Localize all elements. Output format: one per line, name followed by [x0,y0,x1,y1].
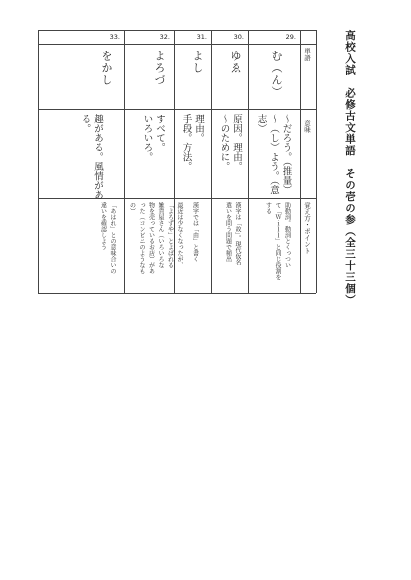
entry-meaning: 趣がある。風情があ る。 [79,114,103,200]
word-row-divider [38,109,316,110]
meaning-header: 意味 [303,120,311,133]
column-divider [211,30,212,293]
column-divider [300,30,301,293]
table-border-left [38,30,39,293]
entry-meaning: 原因。理由。 ～のために。 [218,114,242,171]
entry-tips: 漢字では「由」と書く [191,202,199,262]
column-divider [124,30,125,293]
entry-meaning: ～だろう。（推量） ～（し）よう。（意 志） [255,114,292,195]
entry-word: ゆゑ [229,50,242,74]
entry-number: 29. [285,33,296,41]
table-border-bottom [38,293,316,294]
entry-number: 31. [196,33,207,41]
entry-meaning: すべて。 いろいろ。 [141,114,165,162]
entry-tips: 漢字は「故」。現代仮名 遣いを問う問題で頻出 [224,202,241,265]
entry-meaning: 理由。 手段。方法。 [180,114,204,171]
entry-tips: 助動詞。動詞とくっつい て「Ｗｉｌｌ」と同じ役割を する [264,202,291,280]
column-divider [248,30,249,293]
entry-tips: 最近は少なくなったが、 「よろずや」とよばれる 雑貨屋さん（いろいろな 物を売っているお店）があ った（コンビニのようなも の） [128,202,183,274]
vocabulary-table [38,30,316,293]
entry-word: をかし [100,50,113,86]
entry-word: よし [191,50,204,74]
entry-number: 30. [233,33,244,41]
entry-word: む（ん） [270,50,283,98]
entry-number: 32. [159,33,170,41]
word-header: 単語 [303,48,311,61]
table-border-right [316,30,317,293]
entry-number: 33. [109,33,120,41]
number-row-divider [38,44,316,45]
page-title: 高校入試 必修古文単語 その壱の参（全三十三個） [344,30,356,306]
tips-header: 覚え方・ポイント [303,202,311,254]
entry-word: よろづ [153,50,166,86]
entry-tips: 「あはれ」との意味合いの 違いを確認しよう [99,202,116,274]
